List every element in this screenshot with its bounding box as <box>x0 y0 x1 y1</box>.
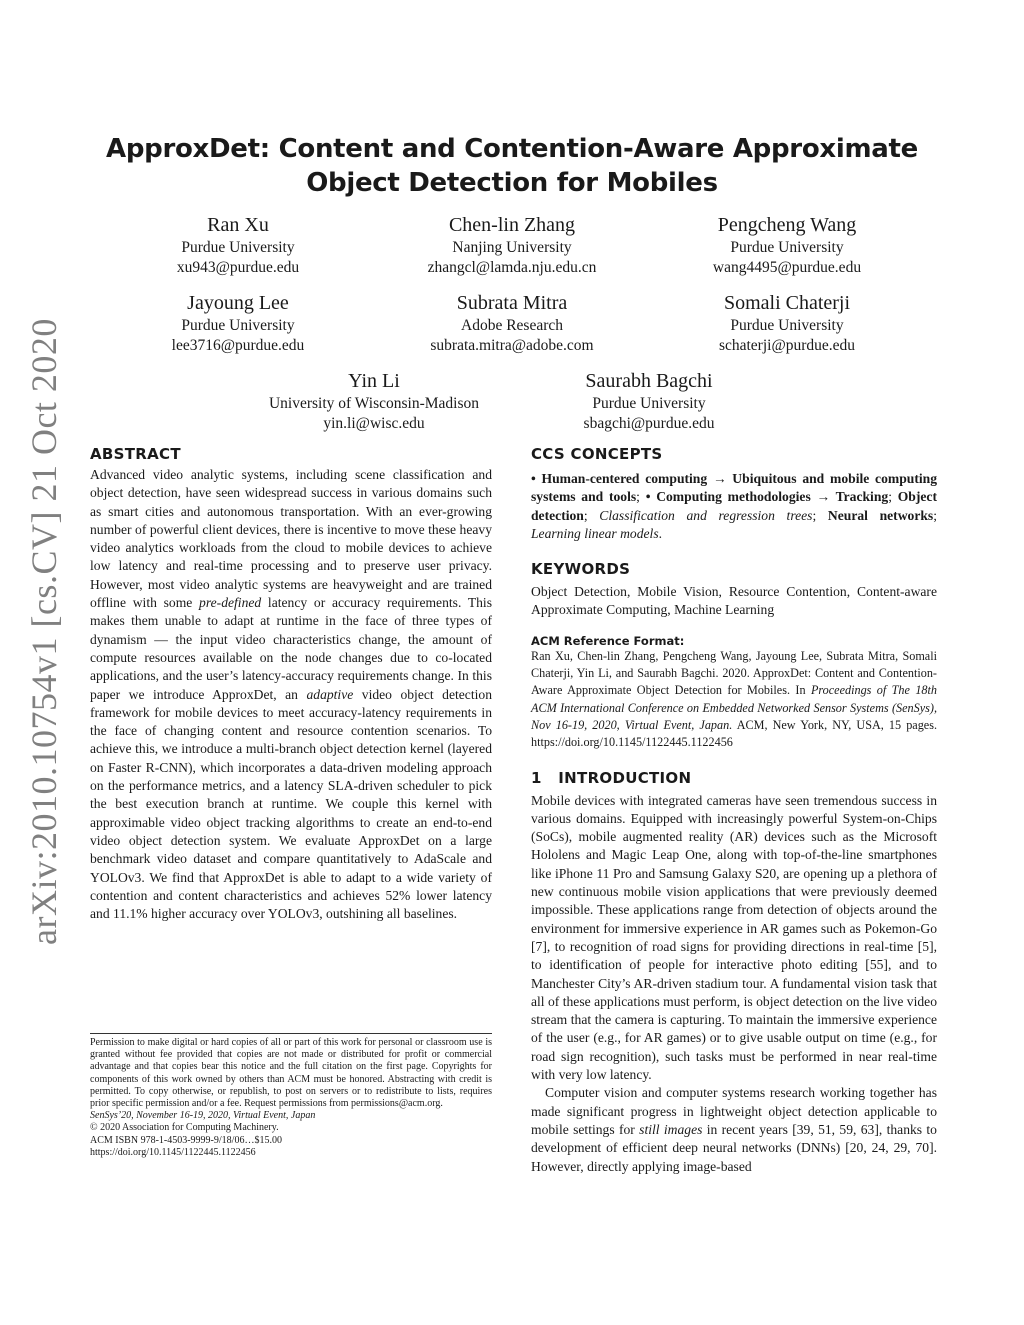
ccs-separator: ; <box>888 489 898 505</box>
abstract-text-part: latency or accuracy requirements. This makes them unable to adapt at runtime in the face of three types of dynamism — the input video characteristics change, the amount of compute resources available on the node changes due to co-located applications, and the user’s latency-accuracy requirements change. In this paper we introduce ApproxDet, an <box>90 595 492 702</box>
abstract-emphasis: adaptive <box>306 686 354 702</box>
introduction-paragraph-1: Mobile devices with integrated cameras have seen tremendous success in various domains. Equipped with increasingly powerful System-on-Chips (SoCs), mobile augmented reality (AR) devices such as the Microsoft Hololens and Magic Leap One, along with top-of-the-line smartphones like iPhone 11 Pro and Samsung Galaxy S20, are opening up a plethora of new continuous mobile vision applications that were previously deemed impossible. These applications range from detection of objects around the environment for immersive experience in AR games such as Pokemon-Go [7], to recognition of road signs for providing directions in real-time [5], to identification of people for interactive photo editing [55], and to Manchester City’s AR-driven stadium tour. A fundamental vision task that all of these applications must perform, is object detection on the live video stream that the camera is capturing. To maintain the immersive experience of the user (e.g., for AR games) or to give usable output on time (e.g., for road sign recognition), such tasks must be performed in near real-time with very low latency. <box>531 792 937 1083</box>
author-name: Subrata Mitra <box>456 292 568 314</box>
ccs-term: Neural networks <box>827 507 934 523</box>
copyright-line: © 2020 Association for Computing Machinery. <box>90 1122 279 1134</box>
ccs-term: • Human-centered computing → Ubiquitous and mobile computing systems and tools <box>531 471 937 505</box>
author-affiliation: Purdue University <box>730 239 844 256</box>
intro-text-part: in recent years [39, 51, 59, 63], thanks to development of efficient deep neural networks (DNNs) [20, 24, 29, 70]. However, directly applying image-based <box>531 1121 937 1174</box>
introduction-paragraph-2 <box>531 1084 937 1175</box>
abstract-text-part: video object detection framework for mobile devices to meet accuracy-latency requirements in the face of changing content and resource contention scenarios. To achieve this, we introduce a multi-branch object detection kernel (layered on Faster R-CNN), which incorporates a data-driven modeling approach on the performance metrics, and a latency SLA-driven scheduler to pick the best execution branch at runtime. We couple this kernel with approximable video object tracking algorithms to create an end-to-end video object detection system. We evaluate ApproxDet on a large benchmark video dataset and compare quantitatively to AdaScale and YOLOv3. We find that ApproxDet is able to adapt to a wide variety of contention and content characteristics and achieves 52% lower latency and 11.1% higher accuracy over YOLOv3, outshining all baselines. <box>90 686 492 922</box>
abstract-text-part: Advanced video analytic systems, including scene classification and object detection, have seen widespread success in various domains such as smart cities and autonomous transportation. With an ever-growing number of powerful client devices, there is incentive to move these heavy video analytics workloads from the cloud to mobile devices to achieve low latency and real-time processing and to preserve user privacy. However, most video analytic systems are heavyweight and are trained offline with some <box>90 467 492 611</box>
keywords-heading: KEYWORDS <box>531 560 631 579</box>
author-block <box>637 290 937 356</box>
ccs-separator: . <box>658 525 663 541</box>
ccs-term: • Computing methodologies → Tracking <box>645 489 889 505</box>
ccs-separator: ; <box>812 507 828 523</box>
acm-reference-part: Ran Xu, Chen-lin Zhang, Pengcheng Wang, Jayoung Lee, Subrata Mitra, Somali Chaterji, Yin Li, and Saurabh Bagchi. 2020. ApproxDet: Content and Contention-Aware Approximate Object Detection for Mobiles. In <box>531 648 937 698</box>
author-name: Pengcheng Wang <box>717 214 857 236</box>
ccs-separator: ; <box>636 489 646 505</box>
left-column <box>90 442 492 923</box>
intro-emphasis: still images <box>639 1121 703 1137</box>
author-name: Jayoung Lee <box>187 292 289 314</box>
author-email: schaterji@purdue.edu <box>718 337 856 354</box>
author-affiliation: University of Wisconsin-Madison <box>268 395 480 412</box>
author-block <box>499 368 799 434</box>
copyright-footnote <box>90 1033 492 1159</box>
ccs-heading: CCS CONCEPTS <box>531 445 663 463</box>
conference-line: SenSys’20, November 16-19, 2020, Virtual Event, Japan <box>90 1110 316 1122</box>
ccs-separator: ; <box>933 507 937 523</box>
acm-reference-heading: ACM Reference Format: <box>531 633 685 648</box>
keywords-text: Object Detection, Mobile Vision, Resource Contention, Content-aware Approximate Computing, Machine Learning <box>531 584 937 618</box>
author-email: zhangcl@lamda.nju.edu.cn <box>427 259 597 276</box>
arxiv-stamp: arXiv:2010.10754v1 [cs.CV] 21 Oct 2020 <box>24 318 64 945</box>
author-name: Somali Chaterji <box>723 292 851 314</box>
author-block <box>637 212 937 278</box>
doi-line: https://doi.org/10.1145/1122445.1122456 <box>90 1146 256 1158</box>
author-affiliation: Purdue University <box>592 395 706 412</box>
introduction-heading: 1 INTRODUCTION <box>531 768 692 787</box>
author-block <box>362 212 662 278</box>
author-affiliation: Adobe Research <box>461 317 563 334</box>
permission-notice: Permission to make digital or hard copies of all or part of this work for personal or classroom use is granted without fee provided that copies are not made or distributed for profit or commercial advantage and that copies bear this notice and the full citation on the first page. Copyrights for components of this work owned by others than ACM must be honored. Abstracting with credit is permitted. To copy otherwise, or republish, to post on servers or to redistribute to lists, requires prior specific permission and/or a fee. Request permissions from permissions@acm.org. <box>90 1037 492 1110</box>
author-affiliation: Purdue University <box>730 317 844 334</box>
ccs-concepts <box>531 470 937 543</box>
abstract-emphasis: pre-defined <box>199 595 262 611</box>
acm-reference-text <box>531 648 937 752</box>
paper-title: ApproxDet: Content and Contention-Aware Approximate Object Detection for Mobiles <box>106 134 918 198</box>
author-affiliation: Nanjing University <box>452 239 572 256</box>
isbn-line: ACM ISBN 978-1-4503-9999-9/18/06…$15.00 <box>90 1134 282 1146</box>
author-name: Chen-lin Zhang <box>448 214 576 236</box>
author-block <box>88 212 388 278</box>
acm-reference-proceedings: Proceedings of The 18th ACM International Conference on Embedded Networked Sensor Systems (SenSys), Nov 16-19, 2020, Virtual Event, Japan. <box>531 683 937 732</box>
author-name: Ran Xu <box>207 214 269 236</box>
author-block <box>88 290 388 356</box>
author-email: sbagchi@purdue.edu <box>583 415 715 432</box>
author-block <box>362 290 662 356</box>
acm-reference-part: ACM, New York, NY, USA, 15 pages. https://doi.org/10.1145/1122445.1122456 <box>531 717 937 750</box>
author-name: Yin Li <box>348 370 400 392</box>
author-email: subrata.mitra@adobe.com <box>430 337 594 354</box>
author-email: wang4495@purdue.edu <box>712 259 862 276</box>
right-column <box>531 442 937 1176</box>
abstract-text <box>90 466 492 923</box>
ccs-term: Classification and regression trees <box>599 507 813 523</box>
author-email: yin.li@wisc.edu <box>323 415 425 432</box>
ccs-term: Learning linear models <box>531 525 659 541</box>
abstract-heading: ABSTRACT <box>90 445 181 463</box>
author-email: lee3716@purdue.edu <box>171 337 305 354</box>
author-affiliation: Purdue University <box>181 317 295 334</box>
ccs-term: Object detection <box>531 489 937 523</box>
intro-text-part: Computer vision and computer systems research working together has made significant progress in lightweight object detection applicable to mobile settings for <box>531 1085 937 1137</box>
author-affiliation: Purdue University <box>181 239 295 256</box>
author-block <box>224 368 524 434</box>
author-name: Saurabh Bagchi <box>585 370 713 392</box>
ccs-separator: ; <box>583 507 600 523</box>
author-email: xu943@purdue.edu <box>176 259 300 276</box>
